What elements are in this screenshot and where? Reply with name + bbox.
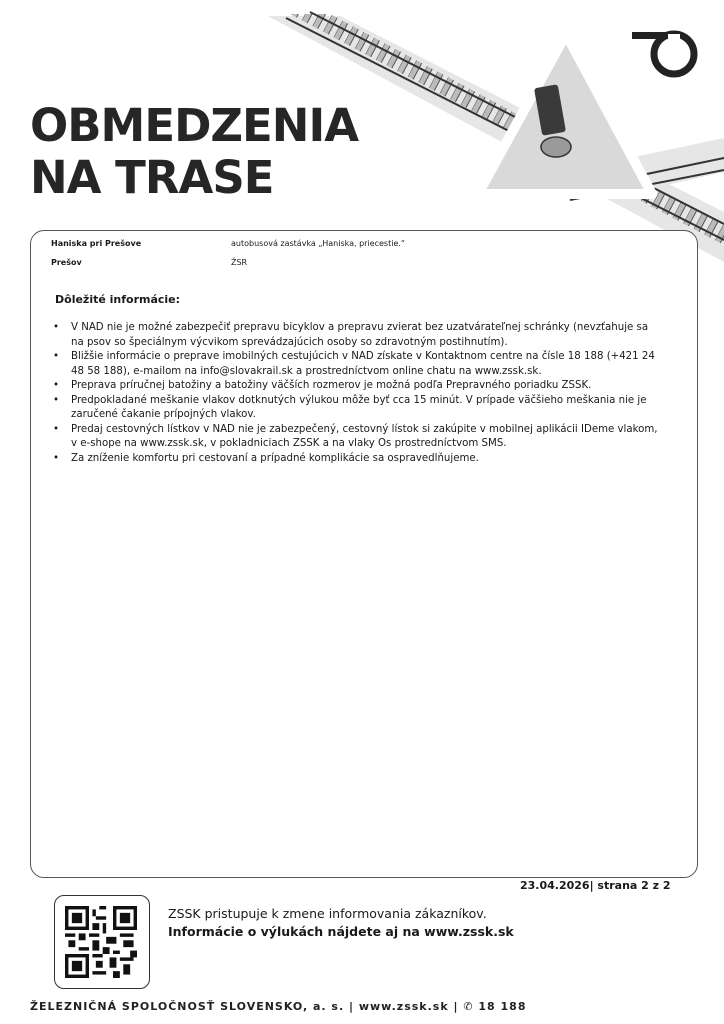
list-item: • Preprava príručnej batožiny a batožiny väčších rozmerov je možná podľa Prepravného poriadku ZSSK. — [53, 379, 663, 394]
list-item: • Predaj cestovných lístkov v NAD nie je zabezpečený, cestovný lístok si zakúpite v mobilnej aplikácii IDeme vlakom, v e-shope na www.zssk.sk, v pokladniciach ZSSK a na vlaky Os prostredníctvom SMS. — [53, 423, 663, 452]
title-line-2: NA TRASE — [30, 151, 274, 204]
zssk-logo-icon — [630, 24, 702, 78]
stop-row — [51, 239, 531, 258]
list-item: • Za zníženie komfortu pri cestovaní a prípadné komplikácie sa ospravedlňujeme. — [53, 452, 663, 467]
stop-description: autobusová zastávka „Haniska, priecestie.“ — [231, 239, 406, 248]
page-title — [30, 100, 358, 204]
info-list — [53, 321, 663, 466]
title-line-1: OBMEDZENIA — [30, 99, 359, 152]
list-item: • Predpokladané meškanie vlakov dotknutých výlukou môže byť cca 15 minút. V prípade väčšieho meškania nie je zaručené čakanie prípojných vlakov. — [53, 394, 663, 423]
footer-website-info: Informácie o výlukách nájdete aj na www.zssk.sk — [168, 924, 514, 939]
list-item: • V NAD nie je možné zabezpečiť prepravu bicyklov a prepravu zvierat bez uzatvárateľnej schránky (nevzťahuje sa na psov so špeciálnym výcvikom sprevádzajúcich osoby so zdravotným postihnutím). — [53, 321, 663, 350]
page-info: 23.04.2026| strana 2 z 2 — [520, 879, 671, 892]
information-panel — [30, 230, 698, 878]
qr-frame — [54, 895, 150, 989]
stop-row — [51, 258, 531, 277]
stop-name: Haniska pri Prešove — [51, 239, 142, 248]
info-heading: Dôležité informácie: — [55, 293, 181, 306]
qr-code-icon — [65, 906, 137, 978]
stops-table — [51, 239, 531, 277]
stop-name: Prešov — [51, 258, 82, 267]
company-line: ŽELEZNIČNÁ SPOLOČNOSŤ SLOVENSKO, a. s. | www.zssk.sk | ✆ 18 188 — [30, 1000, 527, 1013]
footer-notice: ZSSK pristupuje k zmene informovania zákazníkov. — [168, 906, 487, 921]
list-item: • Bližšie informácie o preprave imobilných cestujúcich v NAD získate v Kontaktnom centre na čísle 18 188 (+421 24 48 58 188), e-mailom na info@slovakrail.sk a prostredníctvom online chatu na www.zssk.sk. — [53, 350, 663, 379]
stop-description: ŽSR — [231, 258, 248, 267]
